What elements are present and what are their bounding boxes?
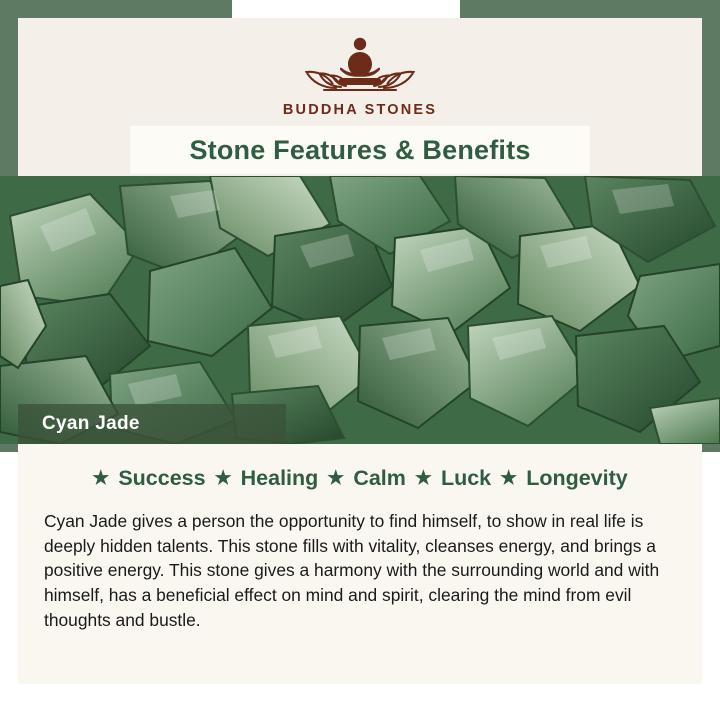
description-text: Cyan Jade gives a person the opportunity to find himself, to show in real life is deeply hidden talents. This stone fills with vitality, cleanses energy, and brings a positive energy. This stone gives a harmony with the surrounding world and with himself, has a beneficial effect on mind and spirit, clearing the mind from evil thoughts and bustle. bbox=[44, 511, 660, 630]
benefit-keyword-list bbox=[26, 466, 694, 491]
benefit-keyword: Success bbox=[118, 466, 206, 490]
benefit-keyword: Longevity bbox=[526, 466, 628, 490]
frame-notch-right bbox=[488, 0, 506, 18]
benefit-keyword: Calm bbox=[353, 466, 406, 490]
star-icon: ★ bbox=[414, 468, 432, 489]
star-icon: ★ bbox=[92, 468, 110, 489]
photo-caption-bar bbox=[18, 404, 286, 444]
star-icon: ★ bbox=[327, 468, 345, 489]
lotus-meditation-icon bbox=[284, 30, 436, 96]
frame-top-left-bar bbox=[0, 0, 232, 18]
frame-notch-left bbox=[214, 0, 232, 18]
star-icon: ★ bbox=[500, 468, 518, 489]
bottom-spacer bbox=[0, 684, 720, 720]
benefit-keyword: Luck bbox=[440, 466, 492, 490]
title-band bbox=[130, 126, 590, 174]
brand-logo bbox=[283, 30, 437, 118]
benefit-keyword: Healing bbox=[240, 466, 319, 490]
star-icon: ★ bbox=[214, 468, 232, 489]
stone-name-label: Cyan Jade bbox=[42, 413, 140, 434]
page-title: Stone Features & Benefits bbox=[189, 134, 531, 165]
brand-name: BUDDHA STONES bbox=[282, 102, 438, 118]
content-panel bbox=[18, 444, 702, 684]
